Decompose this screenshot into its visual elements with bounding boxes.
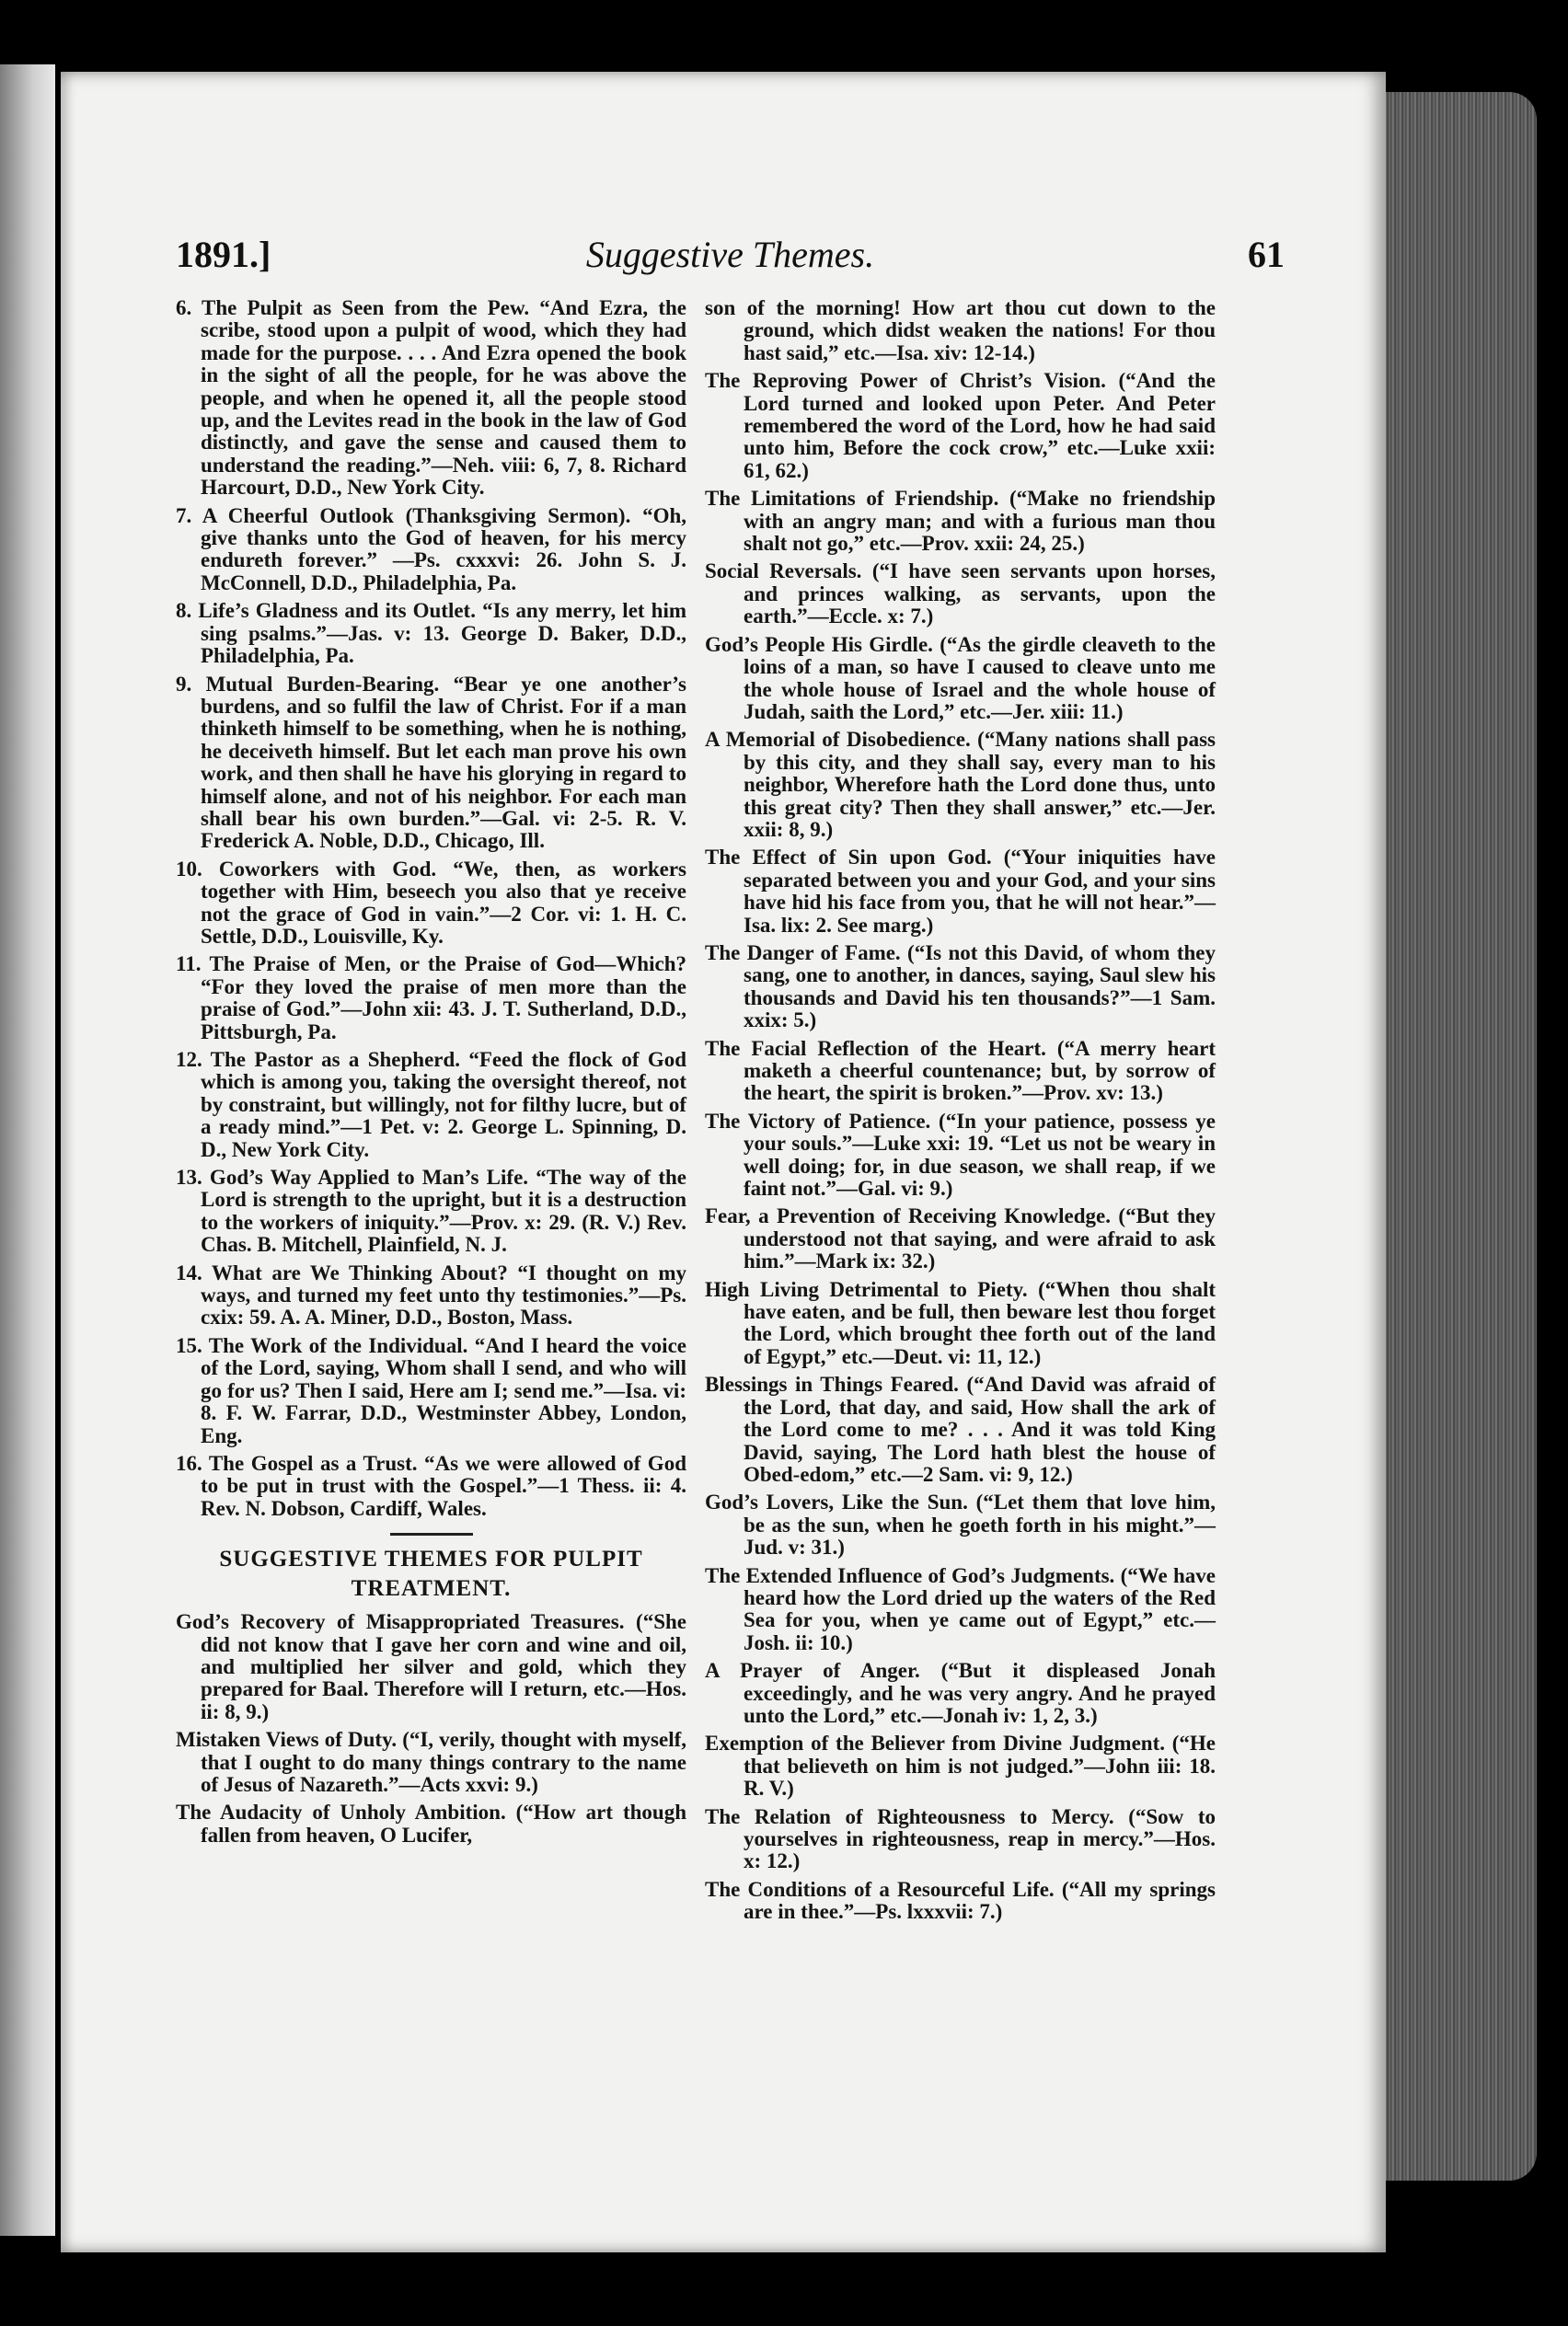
suggestive-theme-entry: The Extended Influence of God’s Judgments. (“We have heard how the Lord dried up the waters of the Red Sea for you, when ye came out of Egypt,” etc.—Josh. ii: 10.)	[705, 1563, 1216, 1654]
suggestive-theme-entry: The Conditions of a Resourceful Life. (“All my springs are in thee.”—Ps. lxxxvii: 7.)	[705, 1877, 1216, 1924]
suggestive-theme-entry: Social Reversals. (“I have seen servants upon horses, and princes walking, as servants, upon the earth.”—Eccle. x: 7.)	[705, 559, 1216, 628]
suggestive-theme-entry: The Effect of Sin upon God. (“Your iniquities have separated between you and your God, and your sins have hid his face from you, that he will not hear.”—Isa. lix: 2. See marg.)	[705, 846, 1216, 937]
theme-entry: 12. The Pastor as a Shepherd. “Feed the flock of God which is among you, taking the oversight thereof, not by constraint, but willingly, not for filthy lucre, but of a ready mind.”—1 Pet. v: 2. George L. Spinning, D. D., New York City.	[176, 1048, 686, 1161]
right-column	[705, 297, 1216, 1929]
suggestive-theme-entry: The Relation of Righteousness to Mercy. (“Sow to yourselves in righteousness, reap in mercy.”—Hos. x: 12.)	[705, 1804, 1216, 1873]
book-page-edges	[1380, 92, 1537, 2181]
suggestive-theme-entry: High Living Detrimental to Piety. (“When thou shalt have eaten, and be full, then beware lest thou forget the Lord, which brought thee forth out of the land of Egypt,” etc.—Deut. vi: 11, 12.)	[705, 1277, 1216, 1368]
suggestive-theme-entry: The Facial Reflection of the Heart. (“A merry heart maketh a cheerful countenance; but, by sorrow of the heart, the spirit is broken.”—Prov. xv: 13.)	[705, 1036, 1216, 1105]
suggestive-theme-entry: The Victory of Patience. (“In your patience, possess ye your souls.”—Luke xxi: 19. “Let us not be weary in well doing; for, in due season, we shall reap, if we faint not.”—Gal. vi: 9.)	[705, 1109, 1216, 1201]
theme-entry: 9. Mutual Burden-Bearing. “Bear ye one another’s burdens, and so fulfil the law of Christ. For if a man thinketh himself to be something, when he is nothing, he deceiveth himself. But let each man prove his own work, and then shall he have his glorying in regard to himself alone, and not of his neighbor. For each man shall bear his own burden.”—Gal. vi: 2-5. R. V. Frederick A. Noble, D.D., Chicago, Ill.	[176, 672, 686, 853]
theme-entry: 7. A Cheerful Outlook (Thanksgiving Sermon). “Oh, give thanks unto the God of heaven, for his mercy endureth forever.” —Ps. cxxxvi: 26. John S. J. McConnell, D.D., Philadelphia, Pa.	[176, 503, 686, 594]
suggestive-theme-entry: God’s Lovers, Like the Sun. (“Let them that love him, be as the sun, when he goeth forth in his might.”—Jud. v: 31.)	[705, 1491, 1216, 1560]
header-year: 1891.]	[176, 234, 271, 275]
suggestive-theme-entry: God’s Recovery of Misappropriated Treasures. (“She did not know that I gave her corn and wine and oil, and multiplied her silver and gold, which they prepared for Baal. Therefore will I return, etc.—Hos. ii: 8, 9.)	[176, 1610, 686, 1723]
left-column	[176, 297, 686, 1852]
suggestive-theme-entry: God’s People His Girdle. (“As the girdle cleaveth to the loins of a man, so have I caused to cleave unto me the whole house of Israel and the whole house of Judah, saith the Lord,” etc.—Jer. xiii: 11.)	[705, 632, 1216, 723]
section-heading: SUGGESTIVE THEMES FOR PULPIT TREATMENT.	[219, 1547, 643, 1602]
running-title: Suggestive Themes.	[585, 234, 875, 275]
theme-entry: 6. The Pulpit as Seen from the Pew. “And Ezra, the scribe, stood upon a pulpit of wood, which they had made for the purpose. . . . And Ezra opened the book in the sight of all the people, for he was above the people, and when he opened it, all the people stood up, and the Levites read in the book in the law of God distinctly, and gave the sense and caused them to understand the reading.”—Neh. viii: 6, 7, 8. Richard Harcourt, D.D., New York City.	[176, 296, 686, 500]
facing-page-edge	[0, 64, 55, 2236]
suggestive-theme-entry: The Danger of Fame. (“Is not this David, of whom they sang, one to another, in dances, saying, Saul slew his thousands and David his ten thousands?”—1 Sam. xxix: 5.)	[705, 940, 1216, 1032]
suggestive-theme-entry: A Prayer of Anger. (“But it displeased Jonah exceedingly, and he was very angry. And he prayed unto the Lord,” etc.—Jonah iv: 1, 2, 3.)	[705, 1659, 1216, 1727]
book-page	[61, 72, 1386, 2252]
suggestive-theme-entry: The Audacity of Unholy Ambition. (“How art though fallen from heaven, O Lucifer,	[176, 1801, 686, 1847]
suggestive-theme-entry: son of the morning! How art thou cut down to the ground, which didst weaken the nations! For thou hast said,” etc.—Isa. xiv: 12-14.)	[705, 296, 1216, 364]
theme-entry: 10. Coworkers with God. “We, then, as workers together with Him, beseech you also that ye receive not the grace of God in vain.”—2 Cor. vi: 1. H. C. Settle, D.D., Louisville, Ky.	[176, 857, 686, 948]
suggestive-theme-entry: Fear, a Prevention of Receiving Knowledge. (“But they understood not that saying, and were afraid to ask him.”—Mark ix: 32.)	[705, 1204, 1216, 1273]
theme-entry: 16. The Gospel as a Trust. “As we were allowed of God to be put in trust with the Gospel.”—1 Thess. ii: 4. Rev. N. Dobson, Cardiff, Wales.	[176, 1451, 686, 1520]
suggestive-theme-entry: Mistaken Views of Duty. (“I, verily, thought with myself, that I ought to do many things contrary to the name of Jesus of Nazareth.”—Acts xxvi: 9.)	[176, 1728, 686, 1796]
running-header	[176, 233, 1285, 297]
section-divider	[390, 1533, 473, 1536]
page-number: 61	[1248, 234, 1285, 275]
suggestive-theme-entry: Blessings in Things Feared. (“And David was afraid of the Lord, that day, and said, How shall the ark of the Lord come to me? . . . And it was told King David, saying, The Lord hath blest the house of Obed-edom,” etc.—2 Sam. vi: 9, 12.)	[705, 1373, 1216, 1486]
theme-entry: 11. The Praise of Men, or the Praise of God—Which? “For they loved the praise of men more than the praise of God.”—John xii: 43. J. T. Sutherland, D.D., Pittsburgh, Pa.	[176, 952, 686, 1043]
suggestive-theme-entry: A Memorial of Disobedience. (“Many nations shall pass by this city, and they shall say, every man to his neighbor, Wherefore hath the Lord done thus, unto this great city? Then they shall answer,” etc.—Jer. xxii: 8, 9.)	[705, 728, 1216, 841]
theme-entry: 15. The Work of the Individual. “And I heard the voice of the Lord, saying, Whom shall I send, and who will go for us? Then I said, Here am I; send me.”—Isa. vi: 8. F. W. Farrar, D.D., Westminster Abbey, London, Eng.	[176, 1333, 686, 1447]
theme-entry: 13. God’s Way Applied to Man’s Life. “The way of the Lord is strength to the upright, but it is a destruction to the workers of iniquity.”—Prov. x: 29. (R. V.) Rev. Chas. B. Mitchell, Plainfield, N. J.	[176, 1166, 686, 1257]
suggestive-theme-entry: The Reproving Power of Christ’s Vision. (“And the Lord turned and looked upon Peter. And Peter remembered the word of the Lord, how he had said unto him, Before the cock crow,” etc.—Luke xxii: 61, 62.)	[705, 369, 1216, 482]
suggestive-theme-entry: Exemption of the Believer from Divine Judgment. (“He that believeth on him is not judged.”—John iii: 18. R. V.)	[705, 1732, 1216, 1801]
theme-entry: 8. Life’s Gladness and its Outlet. “Is any merry, let him sing psalms.”—Jas. v: 13. George D. Baker, D.D., Philadelphia, Pa.	[176, 599, 686, 668]
theme-entry: 14. What are We Thinking About? “I thought on my ways, and turned my feet unto thy testimonies.”—Ps. cxix: 59. A. A. Miner, D.D., Boston, Mass.	[176, 1261, 686, 1330]
suggestive-theme-entry: The Limitations of Friendship. (“Make no friendship with an angry man; and with a furious man thou shalt not go,” etc.—Prov. xxii: 24, 25.)	[705, 487, 1216, 556]
